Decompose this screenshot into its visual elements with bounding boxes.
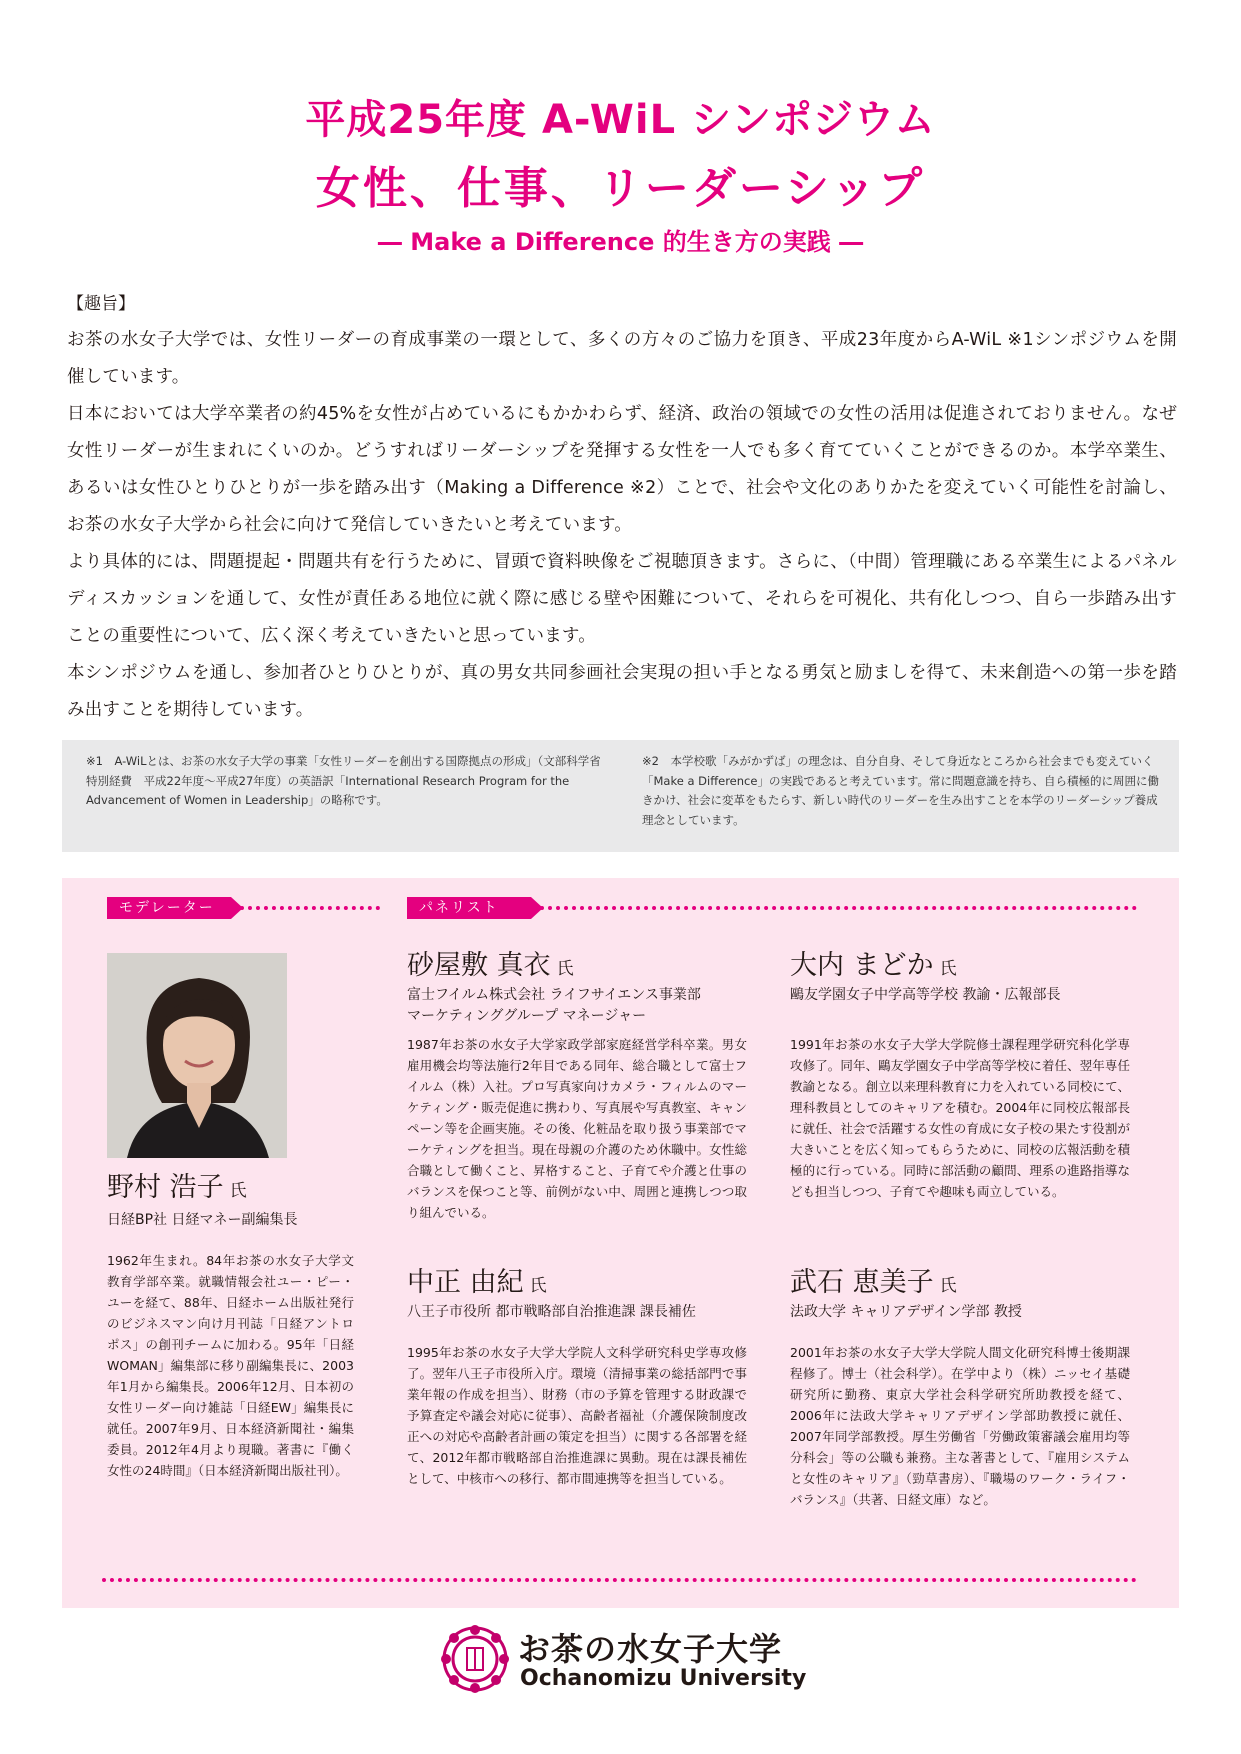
panelist-2-name-text: 大内 まどか xyxy=(790,950,934,981)
honorific: 氏 xyxy=(529,1276,547,1296)
university-name-en: Ochanomizu University xyxy=(520,1666,807,1691)
panelist-3-bio: 1995年お茶の水女子大学大学院人文科学研究科史学専攻修了。翌年八王子市役所入庁。環境（清掃事業の総括部門で事業年報の作成を担当）、財務（市の予算を管理する財政課で予算査定や議会対応に従事）、高齢者福祉（介護保険制度改正への対応や高齢者計画の策定を担当）に関する各部署を経て、2012年都市戦略部自治推進課に異動。現在は課長補佐として、中核市への移行、都市間連携等を担当している。 xyxy=(407,1345,747,1486)
panelist-4-name xyxy=(790,1260,957,1299)
moderator-label: モデレーター xyxy=(107,897,231,919)
symposium-title: 平成25年度 A-WiL シンポジウム xyxy=(305,97,936,143)
panelist-4-name-text: 武石 恵美子 xyxy=(790,1267,934,1298)
moderator-affiliation: 日経BP社 日経マネー副編集長 xyxy=(107,1212,298,1228)
purpose-paragraph-2: 日本においては大学卒業者の約45%を女性が占めているにもかかわらず、経済、政治の領域での女性の活用は促進されておりません。なぜ女性リーダーが生まれにくいのか。どうすればリーダーシップを発揮する女性を一人でも多く育てていくことができるのか。本学卒業生、あるいは女性ひとりひとりが一歩を踏み出す（Making a Difference ※2）ことで、社会や文化のありかたを変えていく可能性を討論し、お茶の水女子大学から社会に向けて発信していきたいと考えています。 xyxy=(67,404,1177,535)
moderator-photo xyxy=(107,953,287,1158)
university-crest-icon xyxy=(440,1624,510,1694)
moderator-name-text: 野村 浩子 xyxy=(107,1172,224,1203)
honorific: 氏 xyxy=(939,959,957,979)
panel-bottom-divider xyxy=(102,1578,1137,1582)
panelist-4-bio: 2001年お茶の水女子大学大学院人間文化研究科博士後期課程修了。博士（社会科学）。在学中より（株）ニッセイ基礎研究所に勤務、東京大学社会科学研究所助教授を経て、2006年に法政大学キャリアデザイン学部助教授に就任、2007年同学部教授。厚生労働省「労働政策審議会雇用均等分科会」等の公職も兼務。主な著書として、『雇用システムと女性のキャリア』（勁草書房）、『職場のワーク・ライフ・バランス』（共著、日経文庫）など。 xyxy=(790,1345,1130,1507)
panelist-divider xyxy=(540,906,1137,910)
panelist-2-name xyxy=(790,943,957,982)
purpose-paragraph-1: お茶の水女子大学では、女性リーダーの育成事業の一環として、多くの方々のご協力を頂き、平成23年度からA-WiL ※1シンポジウムを開催しています。 xyxy=(67,330,1177,387)
panelist-4-affiliation xyxy=(790,1302,1022,1323)
university-name-jp: お茶の水女子大学 xyxy=(518,1630,783,1668)
panelist-3-affiliation-line-1: 八王子市役所 都市戦略部自治推進課 課長補佐 xyxy=(407,1304,696,1320)
symposium-theme: 女性、仕事、リーダーシップ xyxy=(315,163,926,214)
purpose-section xyxy=(67,290,1177,729)
panelist-2-affiliation xyxy=(790,985,1060,1006)
moderator-name xyxy=(107,1165,247,1204)
panelist-2-affiliation-line-1: 鷗友学園女子中学高等学校 教諭・広報部長 xyxy=(790,987,1061,1003)
panelist-label: パネリスト xyxy=(407,897,531,919)
footnotes-box xyxy=(62,740,1179,852)
portrait-icon xyxy=(107,953,287,1158)
moderator-bio: 1962年生まれ。84年お茶の水女子大学文教育学部卒業。就職情報会社ユー・ピー・ユーを経て、88年、日経ホーム出版社発行のビジネスマン向け月刊誌「日経アントロポス」の創刊チームに加わる。95年「日経WOMAN」編集部に移り副編集長に、2003年1月から編集長。2006年12月、日本初の女性リーダー向け雑誌「日経EW」編集長に就任。2007年9月、日本経済新聞社・編集委員。2012年4月より現職。著書に『働く女性の24時間』（日本経済新聞出版社刊）。 xyxy=(107,1253,354,1478)
panelist-1-affiliation xyxy=(407,985,701,1027)
footnote-1: ※1 A-WiLとは、お茶の水女子大学の事業「女性リーダーを創出する国際拠点の形成」（文部科学省特別経費 平成22年度～平成27年度）の英語訳「International Research Program for the Advancement of Women in Leadership」の略称です。 xyxy=(86,754,601,807)
panelist-1-affiliation-line-2: マーケティンググループ マネージャー xyxy=(407,1008,647,1024)
panelist-2-bio: 1991年お茶の水女子大学大学院修士課程理学研究科化学専攻修了。同年、鷗友学園女子中学高等学校に着任、翌年専任教諭となる。創立以来理科教育に力を入れている同校にて、理科教員としてのキャリアを積む。2004年に同校広報部長に就任、社会で活躍する女性の育成に女子校の果たす役割が大きいことを広く知ってもらうために、同校の広報活動を積極的に行っている。同時に部活動の顧問、理系の進路指導なども担当しつつ、子育てや趣味も両立している。 xyxy=(790,1037,1130,1199)
panelist-1-name-text: 砂屋敷 真衣 xyxy=(407,950,551,981)
honorific: 氏 xyxy=(556,959,574,979)
panelist-4-affiliation-line-1: 法政大学 キャリアデザイン学部 教授 xyxy=(790,1304,1022,1320)
panelist-1-name xyxy=(407,943,574,982)
purpose-paragraph-4: 本シンポジウムを通し、参加者ひとりひとりが、真の男女共同参画社会実現の担い手となる勇気と励ましを得て、未来創造への第一歩を踏み出すことを期待しています。 xyxy=(67,663,1177,720)
panelist-1-affiliation-line-1: 富士フイルム株式会社 ライフサイエンス事業部 xyxy=(407,987,701,1003)
panelist-1-bio: 1987年お茶の水女子大学家政学部家庭経営学科卒業。男女雇用機会均等法施行2年目である同年、総合職として富士フイルム（株）入社。プロ写真家向けカメラ・フィルムのマーケティング・販売促進に携わり、写真展や写真教室、キャンペーン等を企画実施。その後、化粧品を取り扱う事業部でマーケティングを担当。現在母親の介護のため休職中。女性総合職として働くこと、昇格すること、子育てや介護と仕事のバランスを保つこと等、前例がない中、周囲と連携しつつ取り組んでいる。 xyxy=(407,1037,747,1220)
purpose-paragraph-3: より具体的には、問題提起・問題共有を行うために、冒頭で資料映像をご視聴頂きます。さらに、（中間）管理職にある卒業生によるパネルディスカッションを通して、女性が責任ある地位に就く際に感じる壁や困難について、それらを可視化、共有化しつつ、自ら一歩踏み出すことの重要性について、広く深く考えていきたいと思っています。 xyxy=(67,552,1177,646)
symposium-subtitle: ― Make a Difference 的生き方の実践 ― xyxy=(377,228,864,256)
honorific: 氏 xyxy=(229,1181,247,1201)
panelist-3-name xyxy=(407,1260,547,1299)
purpose-heading: 【趣旨】 xyxy=(67,294,135,314)
panelist-3-name-text: 中正 由紀 xyxy=(407,1267,524,1298)
panelist-3-affiliation xyxy=(407,1302,696,1323)
footnote-2: ※2 本学校歌「みがかずば」の理念は、自分自身、そして身近なところから社会までも変えていく「Make a Difference」の実践であると考えています。常に問題意識を持ち、自ら積極的に周囲に働きかけ、社会に変革をもたらす、新しい時代のリーダーを生み出すことを本学のリーダーシップ養成理念としています。 xyxy=(642,754,1160,827)
moderator-divider xyxy=(240,906,380,910)
honorific: 氏 xyxy=(939,1276,957,1296)
university-logo xyxy=(440,1620,840,1700)
